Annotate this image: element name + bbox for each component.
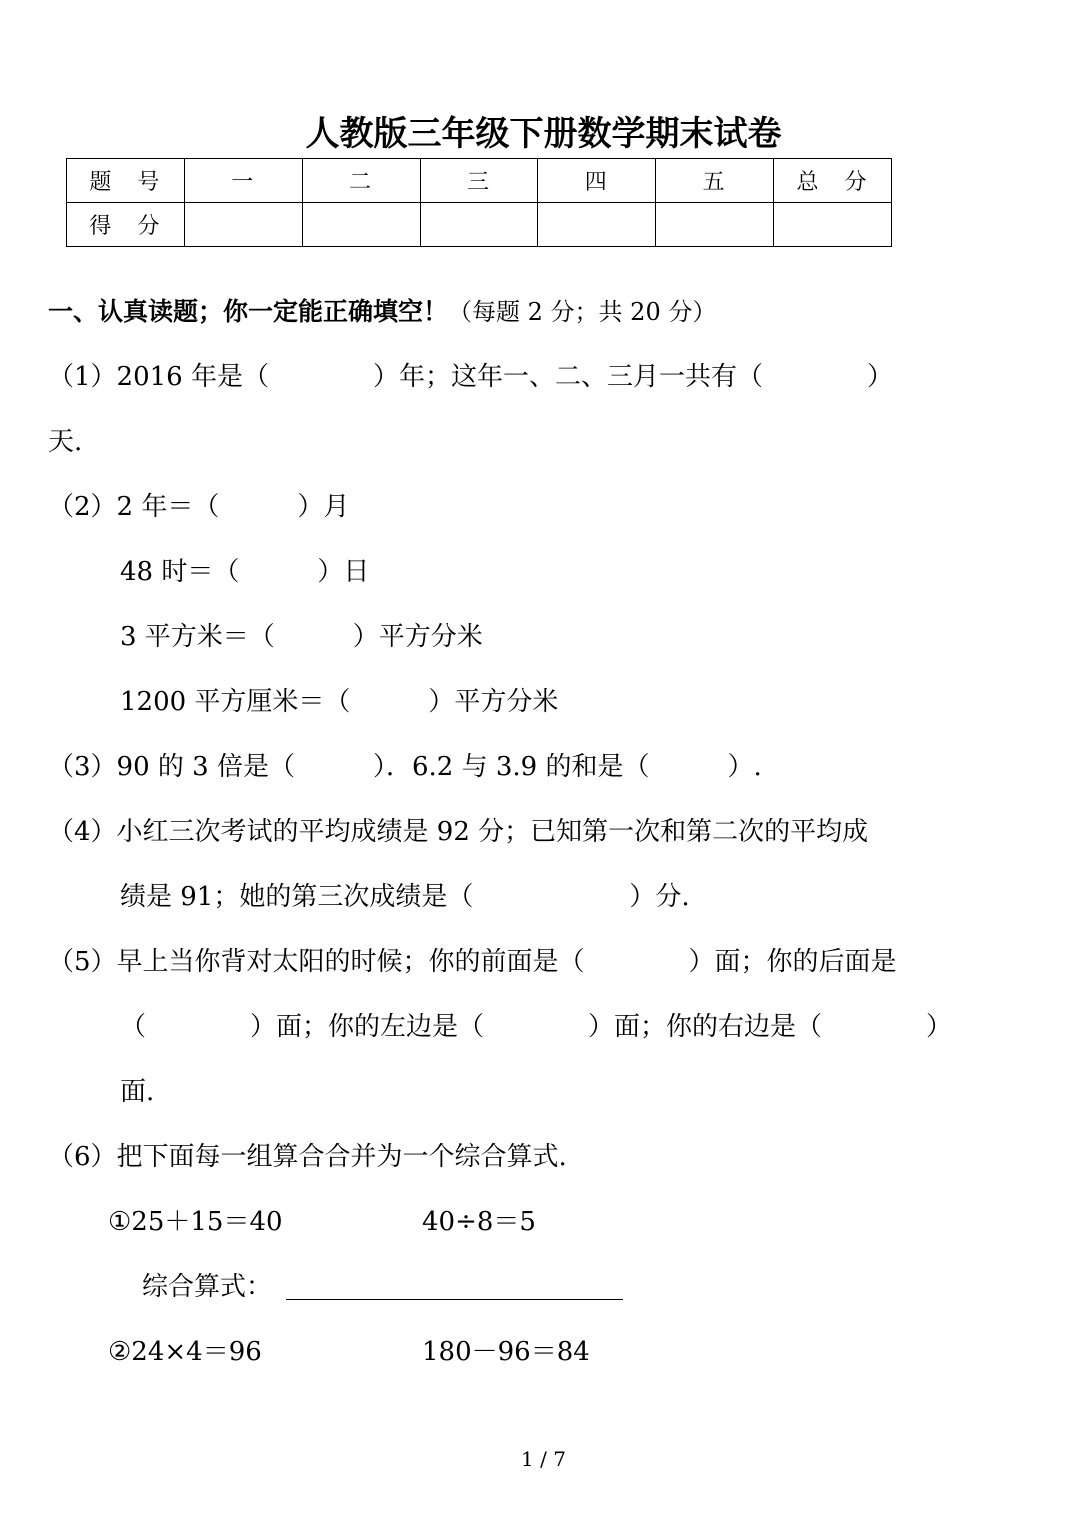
score-table-col-3: 三 — [420, 159, 538, 203]
section-1-title: 一、认真读题；你一定能正确填空！ — [48, 297, 449, 326]
question-6-combined-label: 综合算式： — [142, 1272, 273, 1302]
page-number: 1 / 7 — [521, 1447, 566, 1471]
score-cell-4 — [538, 203, 656, 247]
score-table-header-label: 题 号 — [67, 159, 185, 203]
question-5-line-3: 面. — [120, 1077, 155, 1107]
question-4-line-2: 绩是 91；她的第三次成绩是（ ）分. — [120, 882, 690, 912]
score-cell-3 — [420, 203, 538, 247]
question-6-group-2-step-1: ②24×4＝96 — [108, 1337, 262, 1367]
question-6-group-2-step-2: 180－96＝84 — [422, 1337, 590, 1367]
section-1-points-note: （每题 2 分；共 20 分） — [448, 298, 717, 326]
question-2-line-2: 48 时＝（ ）日 — [120, 557, 370, 587]
question-6-line-1: （6）把下面每一组算合合并为一个综合算式. — [48, 1142, 567, 1172]
question-5-line-1: （5）早上当你背对太阳的时候；你的前面是（ ）面；你的后面是 — [48, 947, 897, 977]
question-6-group-1-step-1: ①25＋15＝40 — [108, 1207, 283, 1237]
page-title: 人教版三年级下册数学期末试卷 — [305, 114, 782, 154]
score-table-col-4: 四 — [538, 159, 656, 203]
question-5-line-2: （ ）面；你的左边是（ ）面；你的右边是（ ） — [120, 1012, 953, 1042]
score-table-col-1: 一 — [184, 159, 302, 203]
score-table-row-label: 得 分 — [67, 203, 185, 247]
score-table-header-row — [67, 159, 892, 203]
question-1-line-1: （1）2016 年是（ ）年；这年一、二、三月一共有（ ） — [48, 362, 893, 392]
score-cell-total — [774, 203, 892, 247]
answer-blank-line — [286, 1299, 623, 1300]
score-table — [66, 158, 892, 247]
question-2-line-4: 1200 平方厘米＝（ ）平方分米 — [120, 687, 559, 717]
score-table-score-row — [67, 203, 892, 247]
score-table-col-total: 总 分 — [774, 159, 892, 203]
score-table-col-5: 五 — [656, 159, 774, 203]
question-6-group-1-step-2: 40÷8＝5 — [422, 1207, 536, 1237]
score-table-col-2: 二 — [302, 159, 420, 203]
question-4-line-1: （4）小红三次考试的平均成绩是 92 分；已知第一次和第二次的平均成 — [48, 817, 869, 847]
section-1-heading — [48, 294, 716, 330]
score-cell-1 — [184, 203, 302, 247]
score-cell-2 — [302, 203, 420, 247]
question-2-line-3: 3 平方米＝（ ）平方分米 — [120, 622, 483, 652]
question-1-line-2: 天. — [48, 427, 83, 457]
question-3: （3）90 的 3 倍是（ ）．6.2 与 3.9 的和是（ ）. — [48, 752, 762, 782]
question-2-line-1: （2）2 年＝（ ）月 — [48, 492, 350, 522]
score-cell-5 — [656, 203, 774, 247]
